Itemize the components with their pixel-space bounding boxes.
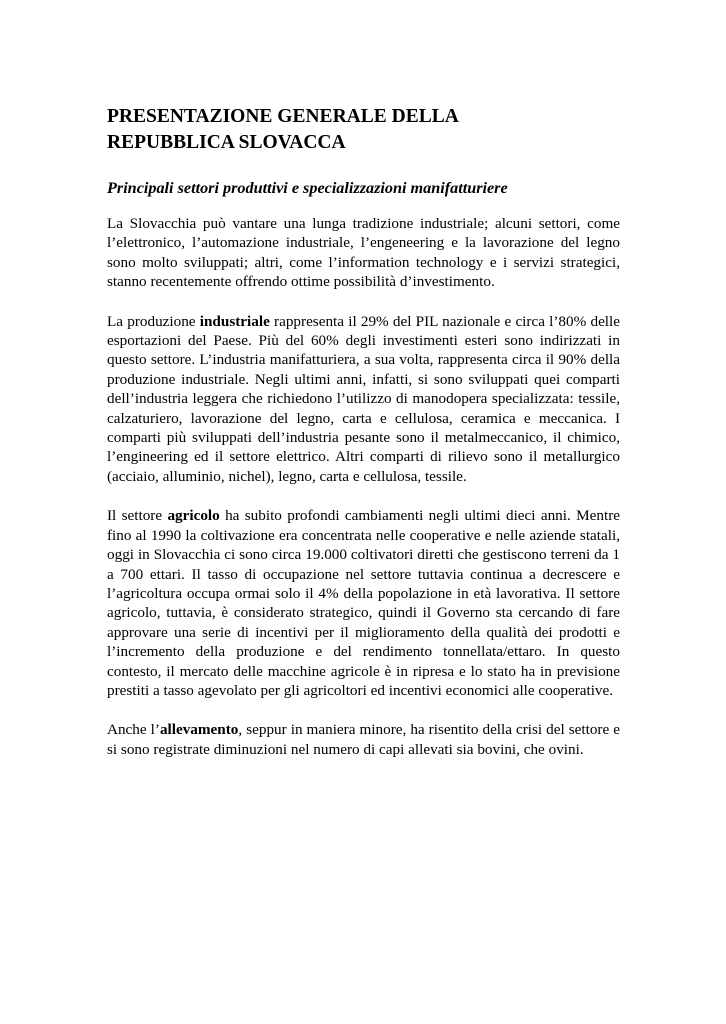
paragraph-intro: La Slovacchia può vantare una lunga tradizione industriale; alcuni settori, come l’elettronico, l’automazione industriale, l’engeneering e la lavorazione del legno sono molto sviluppati; altri, come l’information technology e i servizi strategici, stanno recentemente offrendo ottime possibilità d’investimento.	[107, 215, 620, 291]
title-line-2: REPUBBLICA SLOVACCA	[107, 132, 346, 153]
document-title	[107, 104, 620, 156]
title-line-1: PRESENTAZIONE GENERALE DELLA	[107, 106, 459, 127]
paragraph-agricoltura	[107, 506, 620, 700]
paragraph-agricoltura-body: ha subito profondi cambiamenti negli ultimi dieci anni. Mentre fino al 1990 la coltivazione era concentrata nelle cooperative e nelle aziende statali, oggi in Slovacchia ci sono circa 19.000 coltivatori diretti che gestiscono terreni da 1 a 700 ettari. Il tasso di occupazione nel settore tuttavia continua a decrescere e l’agricoltura occupa ormai solo il 4% della popolazione in età lavorativa. Il settore agricolo, tuttavia, è considerato strategico, quindi il Governo sta cercando di fare approvare una serie di incentivi per il miglioramento della qualità dei prodotti e l’incremento della produzione e del rendimento tonnellata/ettaro. In questo contesto, il mercato delle macchine agricole è in ripresa e lo stato ha in previsione prestiti a tasso agevolato per gli agricoltori ed incentivi economici alle cooperative.	[107, 507, 620, 699]
section-subtitle: Principali settori produttivi e specializzazioni manifatturiere	[107, 179, 508, 197]
paragraph-industria-lead: La produzione	[107, 312, 200, 330]
paragraph-industria	[107, 312, 620, 487]
keyword-agricolo: agricolo	[167, 507, 220, 525]
paragraph-agricoltura-lead: Il settore	[107, 507, 168, 525]
keyword-allevamento: allevamento	[159, 721, 239, 739]
paragraph-allevamento	[107, 720, 620, 759]
document-page	[107, 104, 620, 759]
paragraph-allevamento-body: , seppur in maniera minore, ha risentito della crisi del settore e si sono registrate diminuzioni nel numero di capi allevati sia bovini, che ovini.	[107, 721, 620, 758]
paragraph-industria-body: rappresenta il 29% del PIL nazionale e circa l’80% delle esportazioni del Paese. Più del 60% degli investimenti esteri sono indirizzati in questo settore. L’industria manifatturiera, a sua volta, rappresenta circa il 90% della produzione industriale. Negli ultimi anni, infatti, si sono sviluppati quei comparti dell’industria leggera che richiedono l’utilizzo di manodopera specializzata: tessile, calzaturiero, lavorazione del legno, carta e cellulosa, ceramica e meccanica. I comparti più sviluppati dell’industria pesante sono il metalmeccanico, il chimico, l’engineering ed il settore elettrico. Altri comparti di rilievo sono il metallurgico (acciaio, alluminio, nichel), legno, carta e cellulosa, tessile.	[107, 312, 620, 485]
keyword-industriale: industriale	[199, 312, 270, 330]
paragraph-allevamento-lead: Anche l’	[107, 721, 160, 739]
